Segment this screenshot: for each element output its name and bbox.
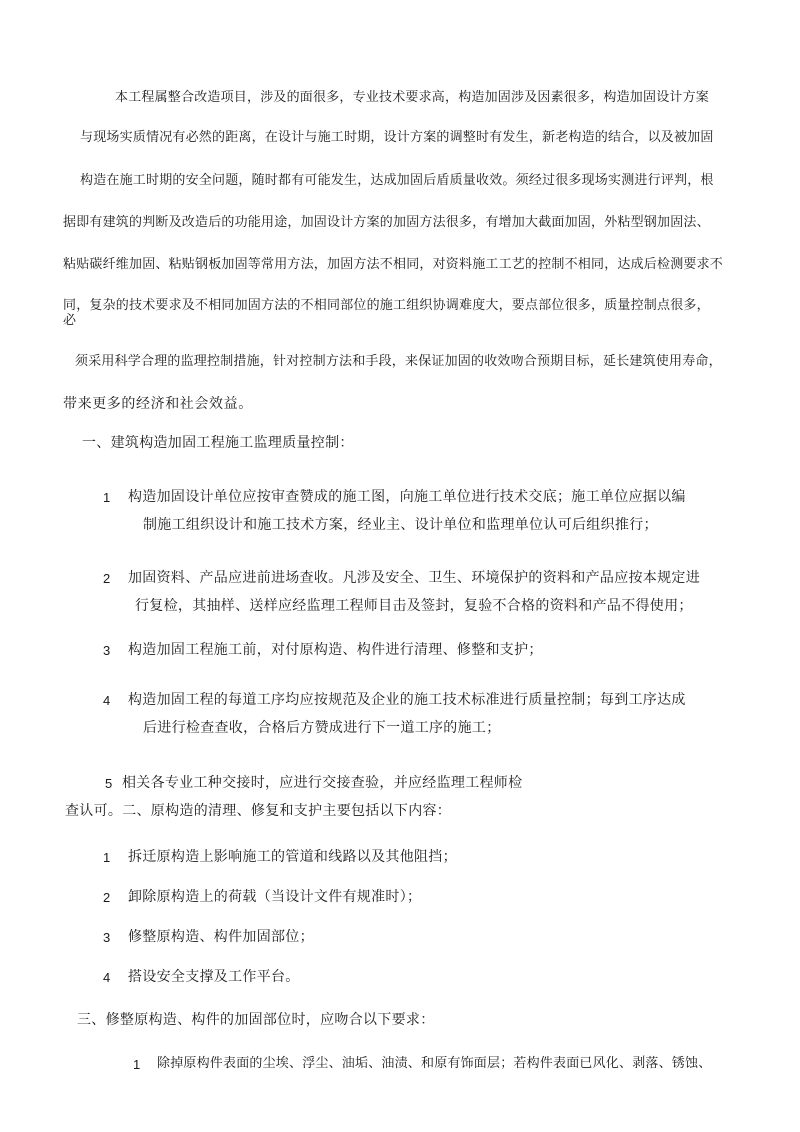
item-number: 2	[103, 571, 111, 586]
item-line: 查认可。二、原构造的清理、修复和支护主要包括以下内容：	[65, 803, 452, 819]
intro-line: 据即有建筑的判断及改造后的功能用途，加固设计方案的加固方法很多，有增加大截面加固，外粘型钢加固法、	[63, 215, 710, 230]
item-number: 4	[103, 970, 111, 985]
item-line: 行复检，其抽样、送样应经监理工程师目击及签封，复验不合格的资料和产品不得使用；	[135, 598, 693, 614]
item-line: 构造加固工程的每道工序均应按规范及企业的施工技术标准进行质量控制；每到工序达成	[128, 692, 686, 708]
item-line: 构造加固设计单位应按审查赞成的施工图，向施工单位进行技术交底；施工单位应据以编	[128, 489, 686, 505]
item-line: 搭设安全支撑及工作平台。	[128, 969, 300, 985]
item-number: 1	[103, 490, 111, 505]
item-line: 制施工组织设计和施工技术方案，经业主、设计单位和监理单位认可后组织推行；	[143, 517, 658, 533]
item-line: 构造加固工程施工前，对付原构造、构件进行清理、修整和支护；	[128, 642, 543, 658]
item-line: 后进行检查查收，合格后方赞成进行下一道工序的施工；	[143, 720, 501, 736]
item-number: 3	[103, 930, 111, 945]
section-1-heading: 一、建筑构造加固工程施工监理质量控制：	[82, 435, 354, 451]
intro-line: 与现场实质情况有必然的距离，在设计与施工时期，设计方案的调整时有发生，新老构造的结合，以及被加固	[80, 130, 714, 145]
item-number: 5	[105, 776, 113, 791]
item-number: 2	[103, 890, 111, 905]
item-number: 4	[103, 693, 111, 708]
intro-line: 必	[63, 313, 77, 328]
item-number: 1	[133, 1057, 141, 1072]
intro-line: 构造在施工时期的安全问题，随时都有可能发生，达成加固后盾质量收效。须经过很多现场实测进行评判，根	[80, 173, 714, 188]
item-line: 除掉原构件表面的尘埃、浮尘、油垢、油渍、和原有饰面层；若构件表面已风化、剥落、锈蚀、	[157, 1056, 712, 1071]
item-line: 加固资料、产品应进前进场查收。凡涉及安全、卫生、环境保护的资料和产品应按本规定进	[128, 570, 700, 586]
intro-line: 须采用科学合理的监理控制措施，针对控制方法和手段，来保证加固的收效吻合预期目标，延长建筑使用寿命，	[75, 354, 722, 369]
item-number: 1	[103, 850, 111, 865]
item-line: 相关各专业工种交接时，应进行交接查验，并应经监理工程师检	[122, 775, 523, 791]
item-number: 3	[103, 643, 111, 658]
intro-line: 同，复杂的技术要求及不相同加固方法的不相同部位的施工组织协调难度大，要点部位很多，质量控制点很多，	[63, 298, 710, 313]
item-line: 修整原构造、构件加固部位；	[128, 929, 314, 945]
item-line: 卸除原构造上的荷载（当设计文件有规准时）；	[128, 889, 422, 905]
intro-line: 本工程属整合改造项目，涉及的面很多，专业技术要求高，构造加固涉及因素很多，构造加固设计方案	[115, 90, 710, 105]
item-line: 拆迁原构造上影响施工的管道和线路以及其他阻挡；	[128, 849, 457, 865]
intro-line: 粘贴碳纤维加固、粘贴钢板加固等常用方法，加固方法不相同，对资料施工工艺的控制不相同，达成后检测要求不	[63, 257, 724, 272]
section-3-heading: 三、修整原构造、构件的加固部位时，应吻合以下要求：	[77, 1012, 435, 1028]
intro-line: 带来更多的经济和社会效益。	[63, 396, 253, 412]
